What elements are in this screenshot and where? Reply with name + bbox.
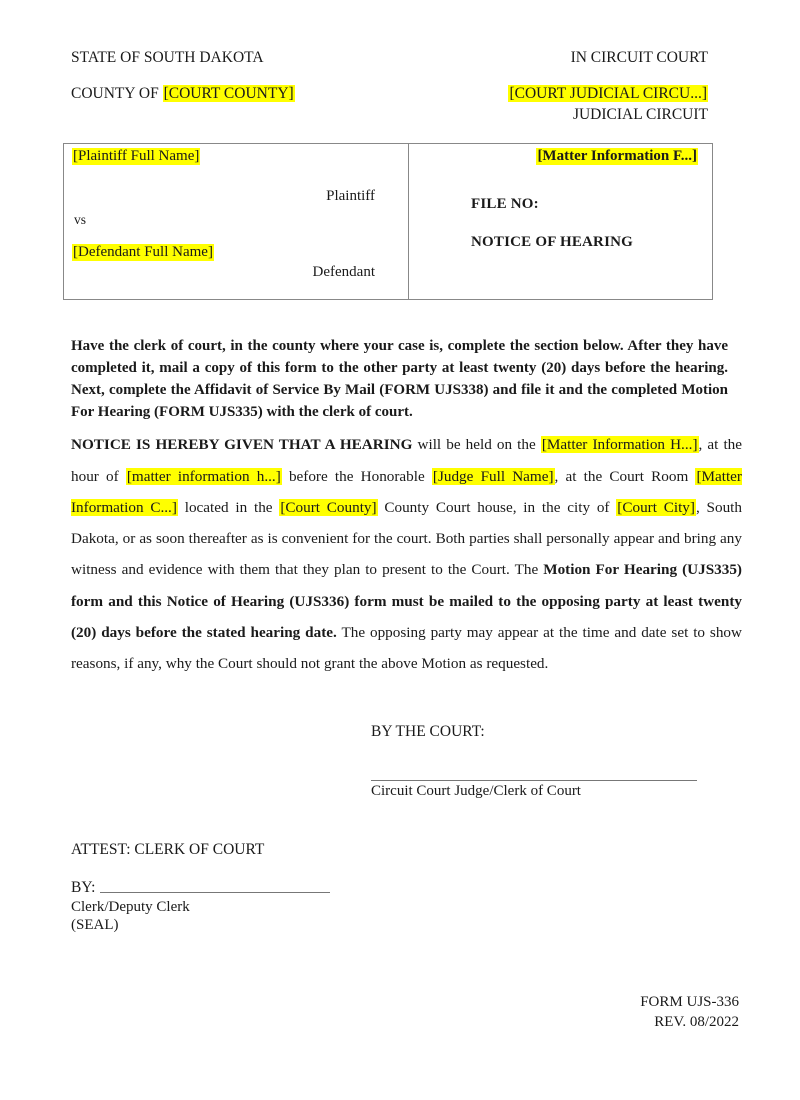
county-line (71, 84, 295, 103)
matter-information-field[interactable]: [Matter Information F...] (537, 148, 697, 164)
attest-clerk-title: ATTEST: CLERK OF COURT (71, 841, 265, 858)
body-segment-4: , at the Court Room (554, 467, 696, 485)
clerk-deputy-clerk-label: Clerk/Deputy Clerk (71, 899, 190, 915)
court-room-field[interactable]: [Matter Information C...] (71, 467, 742, 516)
notice-body-paragraph (71, 429, 742, 680)
file-no-label: FILE NO: (471, 196, 539, 212)
seal-label: (SEAL) (71, 917, 119, 933)
court-city-field[interactable]: [Court City] (617, 498, 695, 516)
caption-parties-cell (64, 144, 409, 299)
body-segment-7: , South Dakota, or as soon thereafter as is convenient for the court. Both parties shall personally appear and bring any witness and evidence with them that they plan to present to the Court. The (71, 498, 742, 579)
body-court-county-field[interactable]: [Court County] (280, 498, 377, 516)
header-row-state (71, 48, 708, 67)
defendant-full-name-field[interactable]: [Defendant Full Name] (73, 244, 213, 260)
judge-signature-label: Circuit Court Judge/Clerk of Court (371, 783, 581, 799)
body-segment-6: County Court house, in the city of (377, 498, 617, 516)
caption-matter-cell (409, 144, 712, 299)
revision-date: REV. 08/2022 (654, 1014, 739, 1031)
state-line: STATE OF SOUTH DAKOTA (71, 49, 264, 66)
plaintiff-label: Plaintiff (326, 188, 375, 204)
body-segment-5: located in the (177, 498, 280, 516)
body-segment-8: The opposing party may appear at the time and date set to show reasons, if any, why the Court should not grant the above Motion as requested. (71, 624, 742, 673)
county-label: COUNTY OF (71, 85, 163, 103)
clerk-signature-line[interactable] (100, 892, 330, 893)
hearing-date-field[interactable]: [Matter Information H...] (541, 436, 698, 454)
judge-full-name-field[interactable]: [Judge Full Name] (432, 467, 554, 485)
clerk-instructions-paragraph: Have the clerk of court, in the county where your case is, complete the section below. After they have completed it, mail a copy of this form to the other party at least twenty (20) days before the hearing. Next, complete the Affidavit of Service By Mail (FORM UJS338) and file it and the completed Motion For Hearing (FORM UJS335) with the clerk of court. (71, 338, 728, 421)
document-header (71, 48, 708, 124)
hearing-time-field[interactable]: [matter information h...] (126, 467, 281, 485)
court-line: IN CIRCUIT COURT (570, 49, 708, 66)
court-county-field[interactable]: [COURT COUNTY] (163, 85, 294, 103)
case-caption-table (63, 143, 713, 300)
circuit-line (508, 84, 708, 124)
court-judicial-circuit-field[interactable]: [COURT JUDICIAL CIRCU...] (509, 85, 707, 103)
header-row-county (71, 84, 708, 124)
mailing-requirement-bold: Motion For Hearing (UJS335) form and this Notice of Hearing (UJS336) form must be mailed to the opposing party at least twenty (20) days before the stated hearing date. (71, 561, 742, 642)
defendant-label: Defendant (312, 264, 375, 280)
attest-by-label: BY: (71, 879, 96, 896)
by-the-court-label: BY THE COURT: (371, 723, 485, 740)
document-title: NOTICE OF HEARING (471, 234, 634, 250)
body-segment-3: before the Honorable (281, 467, 432, 485)
body-segment-1: will be held on the (412, 436, 541, 454)
form-number: FORM UJS-336 (640, 994, 739, 1010)
notice-lead-bold: NOTICE IS HEREBY GIVEN THAT A HEARING (71, 436, 413, 454)
plaintiff-full-name-field[interactable]: [Plaintiff Full Name] (73, 148, 200, 164)
body-segment-2: , at the hour of (71, 436, 743, 485)
versus-label: vs (74, 212, 87, 227)
document-footer (640, 992, 739, 1033)
judicial-circuit-label: JUDICIAL CIRCUIT (572, 105, 708, 123)
judge-signature-line[interactable] (371, 780, 697, 781)
